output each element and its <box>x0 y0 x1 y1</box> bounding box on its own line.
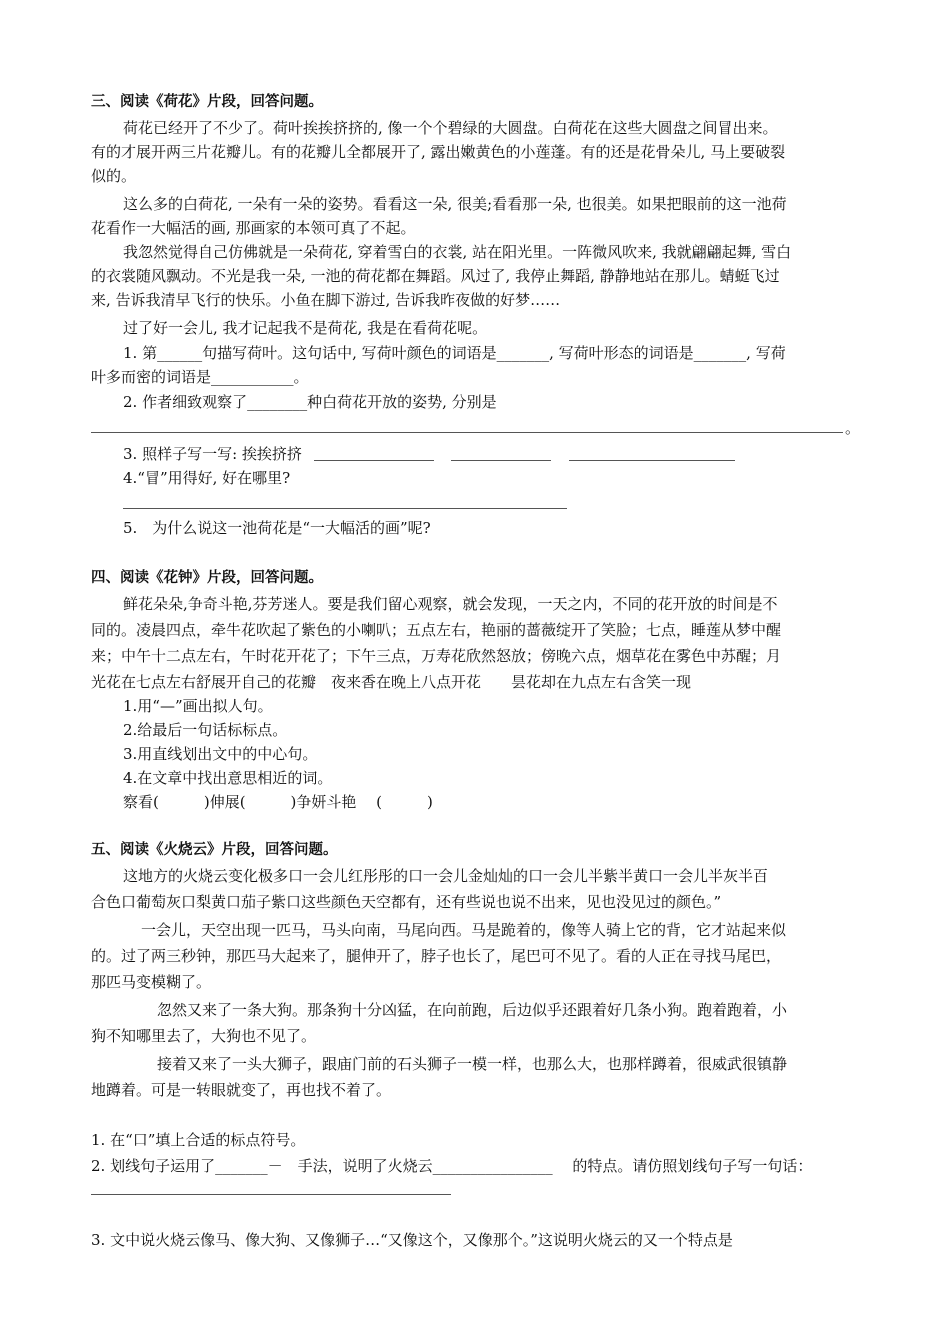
answer-line[interactable] <box>569 460 735 461</box>
s5-question-1: 1. 在“口”填上合适的标点符号。 <box>91 1131 306 1149</box>
s5-p3-line-1: 忽然又来了一条大狗。那条狗十分凶猛，在向前跑，后边似乎还跟着好几条小狗。跑着跑着，小 <box>157 1001 788 1019</box>
s3-p1-line-1: 荷花已经开了不少了。荷叶挨挨挤挤的, 像一个个碧绿的大圆盘。白荷花在这些大圆盘之间冒出来。 <box>123 119 778 137</box>
s4-p1-line-3: 来；中午十二点左右，午时花开花了；下午三点，万寿花欣然怒放；傍晚六点，烟草花在雾色中苏醒；月 <box>91 647 782 665</box>
s5-p4-line-2: 地蹲着。可是一转眼就变了，再也找不着了。 <box>91 1081 392 1099</box>
s3-p3-line-3: 来, 告诉我清早飞行的快乐。小鱼在脚下游过, 告诉我昨夜做的好梦…… <box>91 291 561 309</box>
s5-p1-line-1: 这地方的火烧云变化极多口一会儿红彤彤的口一会儿金灿灿的口一会儿半紫半黄口一会儿半灰半百 <box>123 867 769 885</box>
s4-p1-line-4: 光花在七点左右舒展开自己的花瓣 夜来香在晚上八点开花 昙花却在九点左右含笑一现 <box>91 673 692 691</box>
s4-p1-line-1: 鲜花朵朵,争奇斗艳,芬芳迷人。要是我们留心观察，就会发现，一天之内，不同的花开放的时间是不 <box>123 595 778 613</box>
answer-line[interactable] <box>91 1194 451 1195</box>
s4-question-4: 4.在文章中找出意思相近的词。 <box>123 769 333 787</box>
s3-p3-line-2: 的衣裳随风飘动。不光是我一朵, 一池的荷花都在舞蹈。风过了, 我停止舞蹈, 静静地站在那儿。蜻蜓飞过 <box>91 267 780 285</box>
s3-p2-line-1: 这么多的白荷花, 一朵有一朵的姿势。看看这一朵, 很美;看看那一朵, 也很美。如果把眼前的这一池荷 <box>123 195 787 213</box>
s3-p1-line-3: 似的。 <box>91 167 137 185</box>
s5-p2-line-3: 那匹马变模糊了。 <box>91 973 212 991</box>
answer-line[interactable] <box>451 460 551 461</box>
answer-line[interactable] <box>91 432 843 433</box>
s3-question-2: 2. 作者细致观察了________种白荷花开放的姿势, 分别是 <box>123 393 497 411</box>
s3-p2-line-2: 花看作一大幅活的画, 那画家的本领可真了不起。 <box>91 219 416 237</box>
s4-question-3: 3.用直线划出文中的中心句。 <box>123 745 318 763</box>
s3-question-1a: 1. 第______句描写荷叶。这句话中, 写荷叶颜色的词语是_______, 写荷叶形态的词语是_______, 写荷 <box>123 344 786 362</box>
s4-question-2: 2.给最后一句话标标点。 <box>123 721 288 739</box>
answer-line[interactable] <box>123 508 567 509</box>
s4-p1-line-2: 同的。凌晨四点，牵牛花吹起了紫色的小喇叭；五点左右，艳丽的蔷薇绽开了笑脸；七点，睡莲从梦中醒 <box>91 621 782 639</box>
s3-question-2-end: 。 <box>845 419 861 437</box>
s4-question-4-row: 察看( )伸展( )争妍斗艳 ( ) <box>123 793 433 811</box>
section-3-title: 三、阅读《荷花》片段，回答问题。 <box>91 94 323 110</box>
s3-question-1b: 叶多而密的词语是___________。 <box>91 368 309 386</box>
s5-p2-line-2: 的。过了两三秒钟，那匹马大起来了，腿伸开了，脖子也长了，尾巴可不见了。看的人正在寻找马尾巴， <box>91 947 782 965</box>
s3-p1-line-2: 有的才展开两三片花瓣儿。有的花瓣儿全都展开了, 露出嫩黄色的小莲蓬。有的还是花骨朵儿, 马上要破裂 <box>91 143 786 161</box>
s5-p1-line-2: 合色口葡萄灰口梨黄口茄子紫口这些颜色天空都有，还有些说也说不出来，见也没见过的颜色。” <box>91 893 722 911</box>
s5-question-2: 2. 划线句子运用了_______－ 手法，说明了火烧云________________ 的特点。请仿照划线句子写一句话： <box>91 1157 813 1175</box>
s3-question-5: 5. 为什么说这一池荷花是“一大幅活的画”呢? <box>123 519 431 537</box>
s3-p4: 过了好一会儿, 我才记起我不是荷花, 我是在看荷花呢。 <box>123 319 488 337</box>
s5-question-3: 3. 文中说火烧云像马、像大狗、又像狮子…“又像这个，又像那个。”这说明火烧云的又一个特点是 <box>91 1231 733 1249</box>
s3-p3-line-1: 我忽然觉得自己仿佛就是一朵荷花, 穿着雪白的衣裳, 站在阳光里。一阵微风吹来, 我就翩翩起舞, 雪白 <box>123 243 792 261</box>
answer-line[interactable] <box>314 460 434 461</box>
s5-p3-line-2: 狗不知哪里去了，大狗也不见了。 <box>91 1027 317 1045</box>
s5-p4-line-1: 接着又来了一头大狮子，跟庙门前的石头狮子一模一样，也那么大，也那样蹲着，很威武很镇静 <box>157 1055 788 1073</box>
s5-p2-line-1: 一会儿，天空出现一匹马，马头向南，马尾向西。马是跪着的，像等人骑上它的背，它才站起来似 <box>141 921 787 939</box>
section-5-title: 五、阅读《火烧云》片段，回答问题。 <box>91 842 338 858</box>
section-4-title: 四、阅读《花钟》片段，回答问题。 <box>91 570 323 586</box>
s3-question-3: 3. 照样子写一写: 挨挨挤挤 <box>123 445 302 463</box>
s3-question-4: 4.“冒”用得好, 好在哪里? <box>123 469 291 487</box>
s4-question-1: 1.用“—”画出拟人句。 <box>123 697 273 715</box>
